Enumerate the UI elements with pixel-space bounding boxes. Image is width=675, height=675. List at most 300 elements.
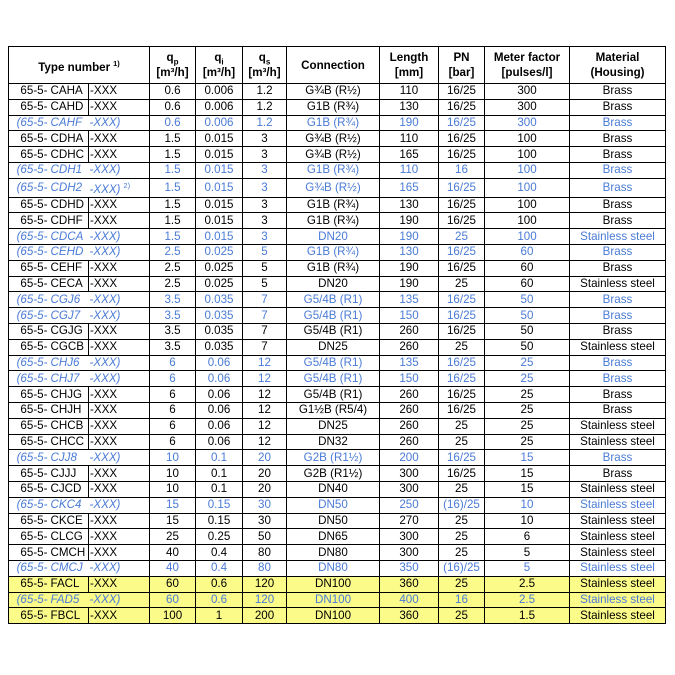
material-cell: Brass: [570, 308, 666, 324]
meter-factor-cell: 300: [485, 115, 570, 131]
type-code-cell: CMCH: [49, 545, 89, 561]
qp-cell: 60: [150, 592, 196, 608]
connection-cell: DN80: [287, 560, 380, 576]
qp-cell: 6: [150, 387, 196, 403]
type-suffix-cell: -XXX: [89, 213, 150, 229]
type-code-cell: CKC4: [49, 497, 89, 513]
qs-cell: 120: [243, 592, 287, 608]
table-row: [9, 308, 666, 324]
table-row: [9, 84, 666, 100]
header-qi: $q_i$ [m³/h]: [196, 47, 243, 84]
connection-cell: DN50: [287, 497, 380, 513]
qp-cell: 6: [150, 418, 196, 434]
pn-cell: 16/25: [439, 466, 485, 482]
length-cell: 260: [380, 324, 439, 340]
table-row: [9, 324, 666, 340]
type-suffix-cell: -XXX): [89, 292, 150, 308]
table-row: [9, 481, 666, 497]
type-code-cell: CAHF: [49, 115, 89, 131]
qp-cell: 40: [150, 560, 196, 576]
qs-cell: 5: [243, 276, 287, 292]
material-cell: Stainless steel: [570, 497, 666, 513]
length-cell: 165: [380, 147, 439, 163]
meter-factor-cell: 2.5: [485, 576, 570, 592]
material-cell: Stainless steel: [570, 608, 666, 624]
type-code-cell: CEHD: [49, 245, 89, 261]
connection-cell: G2B (R1½): [287, 450, 380, 466]
qs-cell: 7: [243, 339, 287, 355]
qp-cell: 2.5: [150, 260, 196, 276]
qi-cell: 0.015: [196, 178, 243, 197]
length-cell: 190: [380, 276, 439, 292]
material-cell: Brass: [570, 403, 666, 419]
type-suffix-cell: -XXX: [89, 529, 150, 545]
pn-cell: 16/25: [439, 324, 485, 340]
length-cell: 190: [380, 115, 439, 131]
qp-cell: 6: [150, 371, 196, 387]
qi-cell: 0.4: [196, 560, 243, 576]
pn-cell: (16)/25: [439, 497, 485, 513]
meter-factor-cell: 60: [485, 260, 570, 276]
pn-cell: 25: [439, 608, 485, 624]
qi-cell: 0.6: [196, 576, 243, 592]
qp-cell: 1.5: [150, 162, 196, 178]
type-suffix-cell: -XXX: [89, 545, 150, 561]
type-code-cell: CDH1: [49, 162, 89, 178]
type-code-cell: CMCJ: [49, 560, 89, 576]
table-row: [9, 162, 666, 178]
type-code-cell: FAD5: [49, 592, 89, 608]
table-row: [9, 529, 666, 545]
qi-cell: 0.15: [196, 513, 243, 529]
qp-cell: 40: [150, 545, 196, 561]
meter-factor-cell: 2.5: [485, 592, 570, 608]
qi-cell: 0.015: [196, 229, 243, 245]
type-suffix-cell: -XXX: [89, 466, 150, 482]
table-row: [9, 497, 666, 513]
type-prefix-cell: (65-5-: [9, 292, 49, 308]
type-suffix-cell: -XXX: [89, 481, 150, 497]
qp-cell: 3.5: [150, 324, 196, 340]
qi-cell: 0.25: [196, 529, 243, 545]
length-cell: 360: [380, 576, 439, 592]
type-suffix-cell: -XXX: [89, 403, 150, 419]
material-cell: Stainless steel: [570, 434, 666, 450]
meter-factor-cell: 25: [485, 403, 570, 419]
length-cell: 260: [380, 418, 439, 434]
pn-cell: 16/25: [439, 115, 485, 131]
pn-cell: 16/25: [439, 260, 485, 276]
material-cell: Stainless steel: [570, 481, 666, 497]
pn-cell: 16/25: [439, 99, 485, 115]
qs-cell: 50: [243, 529, 287, 545]
type-code-cell: CKCE: [49, 513, 89, 529]
type-prefix-cell: (65-5-: [9, 371, 49, 387]
type-prefix-cell: (65-5-: [9, 178, 49, 197]
length-cell: 135: [380, 355, 439, 371]
material-cell: Brass: [570, 213, 666, 229]
qs-cell: 5: [243, 245, 287, 261]
pn-cell: 16/25: [439, 197, 485, 213]
type-code-cell: CHJH: [49, 403, 89, 419]
length-cell: 350: [380, 560, 439, 576]
material-cell: Stainless steel: [570, 276, 666, 292]
meter-factor-cell: 60: [485, 276, 570, 292]
pn-cell: 25: [439, 339, 485, 355]
length-cell: 260: [380, 403, 439, 419]
meter-factor-cell: 50: [485, 324, 570, 340]
pn-cell: 25: [439, 229, 485, 245]
qi-cell: 0.1: [196, 450, 243, 466]
table-row: [9, 403, 666, 419]
type-suffix-cell: -XXX): [89, 355, 150, 371]
qi-cell: 0.15: [196, 497, 243, 513]
type-suffix-cell: -XXX): [89, 229, 150, 245]
type-prefix-cell: (65-5-: [9, 245, 49, 261]
meter-factor-cell: 6: [485, 529, 570, 545]
length-cell: 110: [380, 84, 439, 100]
header-meter-factor: Meter factor [pulses/l]: [485, 47, 570, 84]
connection-cell: G1B (R¾): [287, 162, 380, 178]
connection-cell: G1B (R¾): [287, 197, 380, 213]
material-cell: Stainless steel: [570, 418, 666, 434]
type-suffix-cell: -XXX: [89, 434, 150, 450]
connection-cell: DN20: [287, 229, 380, 245]
type-code-cell: CDHC: [49, 147, 89, 163]
material-cell: Brass: [570, 162, 666, 178]
table-row: [9, 576, 666, 592]
header-length: Length [mm]: [380, 47, 439, 84]
qp-cell: 15: [150, 497, 196, 513]
pn-cell: 16/25: [439, 387, 485, 403]
material-cell: Stainless steel: [570, 592, 666, 608]
table-row: [9, 178, 666, 197]
connection-cell: DN100: [287, 576, 380, 592]
type-suffix-cell: -XXX): [89, 497, 150, 513]
length-cell: 300: [380, 545, 439, 561]
qs-cell: 12: [243, 418, 287, 434]
table-row: [9, 260, 666, 276]
type-code-cell: CHJ6: [49, 355, 89, 371]
table-row: [9, 387, 666, 403]
table-row: [9, 418, 666, 434]
qs-cell: 7: [243, 292, 287, 308]
table-row: [9, 245, 666, 261]
qs-cell: 80: [243, 545, 287, 561]
water-meter-type-table: [8, 46, 666, 624]
header-qs: $q_s$ [m³/h]: [243, 47, 287, 84]
connection-cell: G5/4B (R1): [287, 308, 380, 324]
material-cell: Brass: [570, 466, 666, 482]
type-suffix-cell: -XXX: [89, 324, 150, 340]
qs-cell: 20: [243, 466, 287, 482]
footnote-marker: 2): [123, 180, 131, 190]
meter-factor-cell: 15: [485, 466, 570, 482]
table-body: [9, 84, 666, 624]
table-row: [9, 229, 666, 245]
connection-cell: G5/4B (R1): [287, 292, 380, 308]
type-suffix-cell: -XXX: [89, 339, 150, 355]
length-cell: 360: [380, 608, 439, 624]
qs-cell: 12: [243, 434, 287, 450]
qp-cell: 1.5: [150, 131, 196, 147]
material-cell: Brass: [570, 355, 666, 371]
material-cell: Brass: [570, 324, 666, 340]
meter-factor-cell: 50: [485, 292, 570, 308]
qi-cell: 0.06: [196, 418, 243, 434]
material-cell: Brass: [570, 450, 666, 466]
qi-cell: 0.015: [196, 147, 243, 163]
type-code-cell: CDHF: [49, 213, 89, 229]
length-cell: 260: [380, 339, 439, 355]
type-prefix-cell: (65-5-: [9, 560, 49, 576]
type-suffix-cell: -XXX): [89, 162, 150, 178]
type-prefix-cell: 65-5-: [9, 608, 49, 624]
material-cell: Brass: [570, 197, 666, 213]
qi-cell: 0.035: [196, 292, 243, 308]
connection-cell: G1B (R¾): [287, 115, 380, 131]
type-code-cell: CHCC: [49, 434, 89, 450]
length-cell: 300: [380, 481, 439, 497]
table-row: [9, 450, 666, 466]
qs-cell: 30: [243, 497, 287, 513]
qi-cell: 0.4: [196, 545, 243, 561]
qi-cell: 0.035: [196, 308, 243, 324]
meter-factor-cell: 100: [485, 229, 570, 245]
table-row: [9, 115, 666, 131]
type-prefix-cell: 65-5-: [9, 418, 49, 434]
qs-cell: 3: [243, 197, 287, 213]
type-suffix-cell: -XXX) $^{2)}$: [89, 178, 150, 197]
qp-cell: 10: [150, 481, 196, 497]
type-code-cell: CEHF: [49, 260, 89, 276]
type-suffix-cell: -XXX): [89, 308, 150, 324]
qp-cell: 6: [150, 434, 196, 450]
qi-cell: 0.06: [196, 434, 243, 450]
type-suffix-cell: -XXX: [89, 84, 150, 100]
type-suffix-cell: -XXX: [89, 513, 150, 529]
header-connection: Connection: [287, 47, 380, 84]
pn-cell: 16/25: [439, 308, 485, 324]
table-header-row: [9, 47, 666, 84]
pn-cell: 16/25: [439, 245, 485, 261]
pn-cell: 16/25: [439, 178, 485, 197]
type-prefix-cell: 65-5-: [9, 197, 49, 213]
type-suffix-cell: -XXX: [89, 276, 150, 292]
type-prefix-cell: 65-5-: [9, 339, 49, 355]
connection-cell: DN50: [287, 513, 380, 529]
qi-cell: 0.1: [196, 481, 243, 497]
type-code-cell: CJJJ: [49, 466, 89, 482]
type-prefix-cell: (65-5-: [9, 355, 49, 371]
table-row: [9, 197, 666, 213]
qs-cell: 3: [243, 162, 287, 178]
length-cell: 135: [380, 292, 439, 308]
qs-cell: 1.2: [243, 99, 287, 115]
connection-cell: G¾B (R½): [287, 178, 380, 197]
meter-factor-cell: 50: [485, 339, 570, 355]
qi-cell: 0.015: [196, 197, 243, 213]
connection-cell: DN40: [287, 481, 380, 497]
qi-cell: 0.035: [196, 339, 243, 355]
type-code-cell: CJJ8: [49, 450, 89, 466]
connection-cell: DN20: [287, 276, 380, 292]
table-row: [9, 339, 666, 355]
qp-cell: 100: [150, 608, 196, 624]
qs-cell: 12: [243, 355, 287, 371]
type-code-cell: CHJ7: [49, 371, 89, 387]
type-prefix-cell: 65-5-: [9, 147, 49, 163]
qp-cell: 1.5: [150, 197, 196, 213]
connection-cell: DN100: [287, 608, 380, 624]
type-prefix-cell: 65-5-: [9, 99, 49, 115]
table-row: [9, 608, 666, 624]
type-suffix-cell: -XXX): [89, 115, 150, 131]
meter-factor-cell: 15: [485, 481, 570, 497]
type-suffix-cell: -XXX: [89, 131, 150, 147]
table-row: [9, 466, 666, 482]
type-prefix-cell: 65-5-: [9, 466, 49, 482]
table-row: [9, 434, 666, 450]
qs-cell: 1.2: [243, 115, 287, 131]
qp-cell: 6: [150, 355, 196, 371]
table-row: [9, 213, 666, 229]
material-cell: Brass: [570, 245, 666, 261]
type-code-cell: CJCD: [49, 481, 89, 497]
type-prefix-cell: 65-5-: [9, 131, 49, 147]
pn-cell: 16/25: [439, 131, 485, 147]
type-code-cell: CLCG: [49, 529, 89, 545]
pn-cell: 16/25: [439, 355, 485, 371]
qs-cell: 3: [243, 147, 287, 163]
table-row: [9, 355, 666, 371]
type-code-cell: CHJG: [49, 387, 89, 403]
connection-cell: DN25: [287, 339, 380, 355]
meter-factor-cell: 5: [485, 560, 570, 576]
type-prefix-cell: (65-5-: [9, 497, 49, 513]
qp-cell: 1.5: [150, 213, 196, 229]
pn-cell: 25: [439, 434, 485, 450]
pn-cell: 16: [439, 592, 485, 608]
type-prefix-cell: 65-5-: [9, 324, 49, 340]
type-suffix-cell: -XXX: [89, 608, 150, 624]
pn-cell: (16)/25: [439, 560, 485, 576]
material-cell: Brass: [570, 115, 666, 131]
meter-factor-cell: 25: [485, 387, 570, 403]
type-code-cell: FACL: [49, 576, 89, 592]
meter-factor-cell: 50: [485, 308, 570, 324]
pn-cell: 25: [439, 545, 485, 561]
qs-cell: 7: [243, 324, 287, 340]
qs-cell: 1.2: [243, 84, 287, 100]
meter-factor-cell: 100: [485, 213, 570, 229]
material-cell: Brass: [570, 292, 666, 308]
length-cell: 150: [380, 371, 439, 387]
connection-cell: G5/4B (R1): [287, 324, 380, 340]
meter-factor-cell: 100: [485, 131, 570, 147]
meter-factor-cell: 100: [485, 178, 570, 197]
qi-cell: 0.6: [196, 592, 243, 608]
meter-factor-cell: 25: [485, 371, 570, 387]
length-cell: 165: [380, 178, 439, 197]
qp-cell: 3.5: [150, 292, 196, 308]
type-prefix-cell: 65-5-: [9, 260, 49, 276]
qs-cell: 5: [243, 260, 287, 276]
length-cell: 260: [380, 434, 439, 450]
qi-cell: 0.035: [196, 324, 243, 340]
qp-cell: 1.5: [150, 229, 196, 245]
type-suffix-cell: -XXX: [89, 197, 150, 213]
meter-factor-cell: 10: [485, 497, 570, 513]
pn-cell: 16/25: [439, 403, 485, 419]
table-row: [9, 147, 666, 163]
length-cell: 300: [380, 529, 439, 545]
meter-factor-cell: 1.5: [485, 608, 570, 624]
material-cell: Brass: [570, 99, 666, 115]
qp-cell: 3.5: [150, 339, 196, 355]
qi-cell: 0.06: [196, 387, 243, 403]
connection-cell: G1B (R¾): [287, 245, 380, 261]
type-prefix-cell: 65-5-: [9, 84, 49, 100]
qs-cell: 12: [243, 403, 287, 419]
qs-cell: 7: [243, 308, 287, 324]
material-cell: Stainless steel: [570, 513, 666, 529]
length-cell: 110: [380, 131, 439, 147]
pn-cell: 16/25: [439, 371, 485, 387]
type-code-cell: CDHA: [49, 131, 89, 147]
qi-cell: 0.015: [196, 131, 243, 147]
connection-cell: G5/4B (R1): [287, 387, 380, 403]
connection-cell: DN32: [287, 434, 380, 450]
qp-cell: 1.5: [150, 147, 196, 163]
qs-cell: 3: [243, 229, 287, 245]
qp-cell: 60: [150, 576, 196, 592]
material-cell: Stainless steel: [570, 545, 666, 561]
qi-cell: 0.006: [196, 84, 243, 100]
type-suffix-cell: -XXX: [89, 576, 150, 592]
connection-cell: G5/4B (R1): [287, 355, 380, 371]
type-prefix-cell: (65-5-: [9, 162, 49, 178]
qi-cell: 1: [196, 608, 243, 624]
type-suffix-cell: -XXX: [89, 418, 150, 434]
type-code-cell: CHCB: [49, 418, 89, 434]
type-prefix-cell: 65-5-: [9, 434, 49, 450]
table-row: [9, 371, 666, 387]
connection-cell: DN65: [287, 529, 380, 545]
qs-cell: 12: [243, 387, 287, 403]
pn-cell: 16/25: [439, 450, 485, 466]
connection-cell: DN100: [287, 592, 380, 608]
connection-cell: G1½B (R5/4): [287, 403, 380, 419]
qp-cell: 0.6: [150, 99, 196, 115]
qp-cell: 25: [150, 529, 196, 545]
type-suffix-cell: -XXX): [89, 450, 150, 466]
meter-factor-cell: 100: [485, 162, 570, 178]
connection-cell: G2B (R1½): [287, 466, 380, 482]
length-cell: 250: [380, 497, 439, 513]
type-suffix-cell: -XXX): [89, 245, 150, 261]
type-code-cell: CGJ7: [49, 308, 89, 324]
qp-cell: 10: [150, 466, 196, 482]
qp-cell: 0.6: [150, 84, 196, 100]
table-row: [9, 592, 666, 608]
table-row: [9, 560, 666, 576]
qs-cell: 120: [243, 576, 287, 592]
qp-cell: 10: [150, 450, 196, 466]
qs-cell: 3: [243, 131, 287, 147]
type-prefix-cell: (65-5-: [9, 308, 49, 324]
material-cell: Brass: [570, 178, 666, 197]
